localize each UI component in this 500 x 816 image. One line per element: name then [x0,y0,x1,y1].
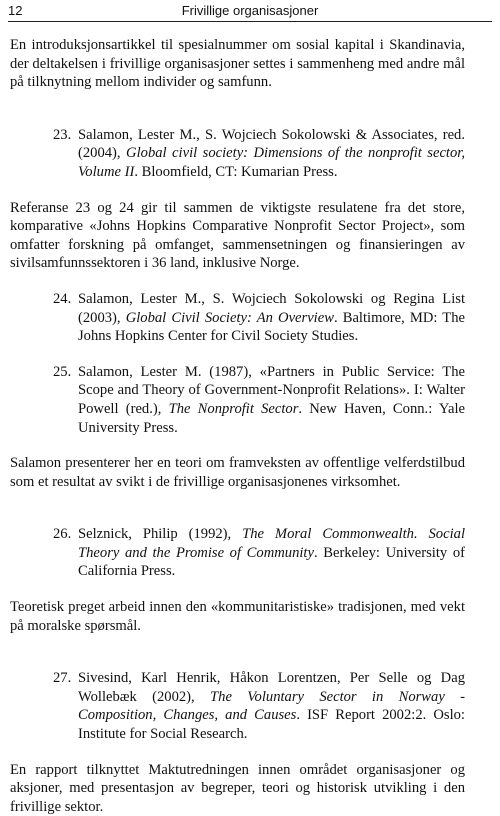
body-paragraph: En rapport tilknyttet Maktutredningen innen området organisasjoner og aksjoner, med presentasjon av begreper, teori og historisk utvikling i den frivillige sektor. [10,761,465,815]
reference-entry [53,669,465,743]
reference-entry [53,363,465,437]
reference-segment: . Baltimore, MD: The Johns Hopkins Center for Civil Society Studies. [78,309,465,345]
body-paragraph: En introduksjonsartikkel til spesialnummer om sosial kapital i Skandinavia, der deltakelsen i frivillige organisasjoner settes i sammenheng med andre mål på tilknytning mellom individer og samfunn. [10,37,465,91]
reference-number: 24. [53,290,72,307]
reference-number: 26. [53,526,72,543]
reference-text [78,363,465,437]
reference-segment: . Berkeley: University of California Press. [78,544,466,580]
reference-entry [53,126,465,182]
reference-title: Global civil society: Dimensions of the nonprofit sector, Volume II [78,145,465,180]
reference-text [78,525,465,581]
reference-entry [53,525,465,581]
page-header [8,2,492,22]
page-number: 12 [8,3,23,18]
reference-title: The Nonprofit Sector [168,400,299,417]
reference-text [78,290,465,346]
reference-number: 25. [53,363,72,380]
reference-segment: Selznick, Philip (1992), [78,526,243,543]
reference-segment: Salamon, Lester M., S. Wojciech Sokolowski & Associates, red. (2004), [78,126,465,162]
reference-entry [53,290,465,346]
body-paragraph: Referanse 23 og 24 gir til sammen de viktigste resulatene fra det store, komparative «Johns Hopkins Comparative Nonprofit Sector Project», som omfatter forskning på omfanget, sammensetningen og finansieringen av sivilsamfunnssektoren i 36 land, inklusive Norge. [10,199,465,272]
reference-segment: . Bloomfield, CT: Kumarian Press. [134,163,338,180]
page-body [10,36,465,816]
reference-title: The Moral Commonwealth. Social Theory and the Promise of Community [78,526,465,561]
reference-number: 23. [53,126,72,143]
reference-segment: . New Haven, Conn.: Yale University Press. [78,400,465,436]
reference-number: 27. [53,670,72,687]
reference-text [78,669,465,743]
reference-segment: Salamon, Lester M. (1987), «Partners in Public Service: The Scope and Theory of Government-Nonprofit Relations». I: Walter Powell (red.), [78,363,465,417]
reference-segment: . ISF Report 2002:2. Oslo: Institute for Social Research. [78,707,465,743]
reference-segment: Salamon, Lester M., S. Wojciech Sokolowski og Regina List (2003), [78,290,465,326]
body-paragraph: Teoretisk preget arbeid innen den «kommunitaristiske» tradisjonen, med vekt på moralske spørsmål. [10,599,465,634]
reference-segment: Sivesind, Karl Henrik, Håkon Lorentzen, Per Selle og Dag Wollebæk (2002), [78,670,465,705]
running-title: Frivillige organisasjoner [181,3,319,18]
reference-text [78,126,465,182]
reference-title: Global Civil Society: An Overview [125,309,334,326]
reference-title: The Voluntary Sector in Norway - Composition, Changes, and Causes [78,688,465,724]
body-paragraph: Salamon presenterer her en teori om framveksten av offentlige velferdstilbud som et resultat av svikt i de frivillige organisasjonenes virksomhet. [10,455,465,490]
